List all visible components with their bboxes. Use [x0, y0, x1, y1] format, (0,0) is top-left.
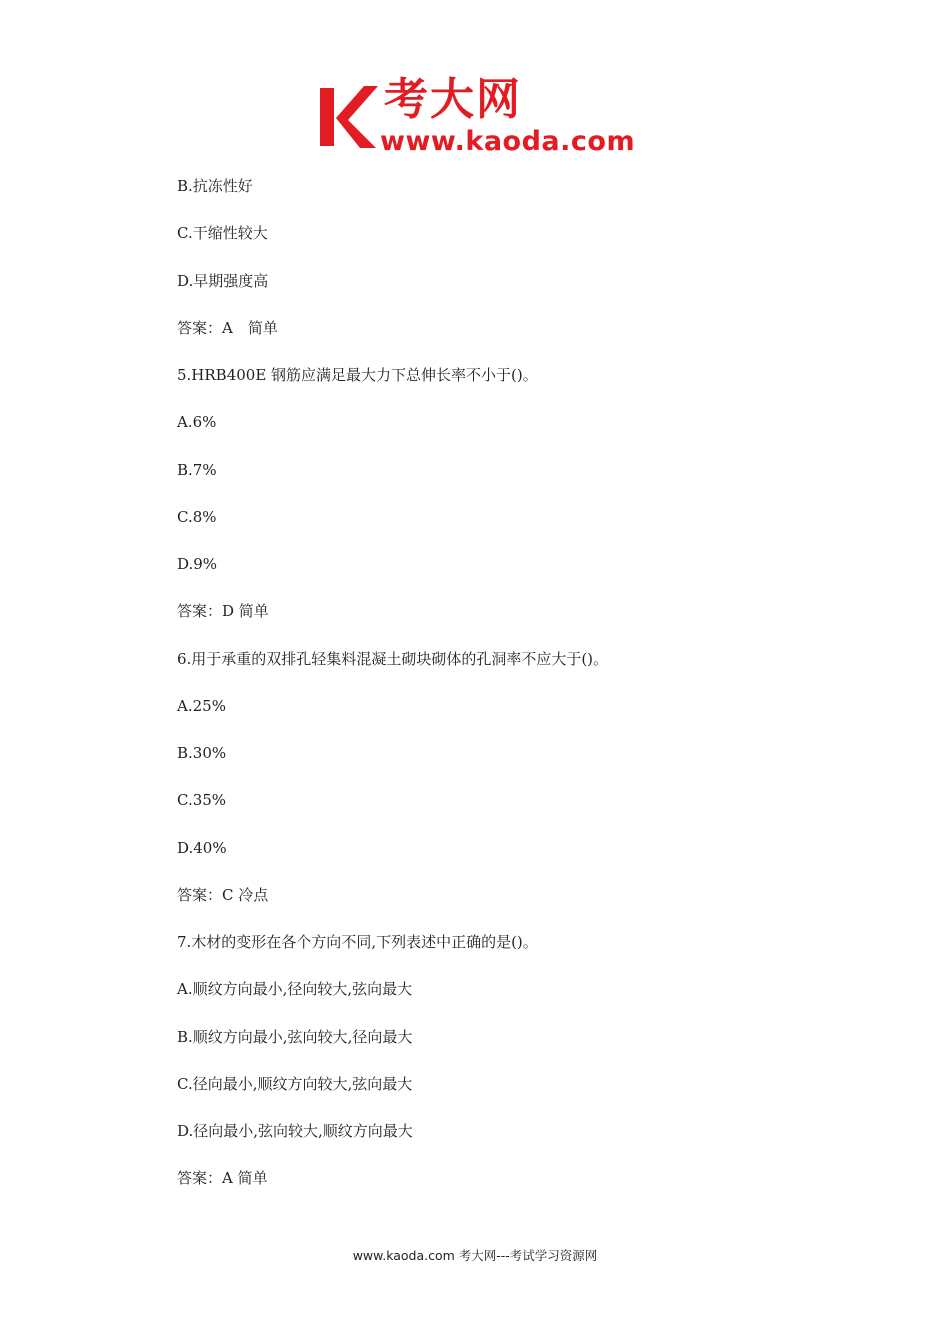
- question-6: 6.用于承重的双排孔轻集料混凝土砌块砌体的孔洞率不应大于()。: [177, 649, 609, 668]
- option-b: B.顺纹方向最小,弦向较大,径向最大: [177, 1027, 413, 1046]
- option-a: A.顺纹方向最小,径向较大,弦向最大: [177, 980, 413, 999]
- answer: 答案：A 简单: [177, 1169, 268, 1188]
- question-7: 7.木材的变形在各个方向不同,下列表述中正确的是()。: [177, 933, 538, 951]
- option-c: C.35%: [177, 791, 227, 810]
- option-d: D.9%: [177, 555, 218, 573]
- option-a: A.6%: [177, 413, 217, 432]
- answer: 答案：A 简单: [177, 318, 278, 337]
- logo-chinese-text: 考大网: [384, 74, 522, 125]
- option-c: C.干缩性较大: [177, 224, 268, 243]
- question-5: 5.HRB400E 钢筋应满足最大力下总伸长率不小于()。: [177, 366, 538, 384]
- option-c: C.径向最小,顺纹方向较大,弦向最大: [177, 1074, 413, 1093]
- answer: 答案：C 冷点: [177, 885, 269, 904]
- option-d: D.早期强度高: [177, 271, 269, 290]
- answer: 答案：D 简单: [177, 602, 269, 621]
- option-b: B.30%: [177, 744, 227, 762]
- kaoda-logo: [318, 74, 640, 160]
- question-content: [177, 174, 837, 1214]
- option-d: D.径向最小,弦向较大,顺纹方向最大: [177, 1122, 413, 1140]
- logo-url-text: www.kaoda.com: [380, 126, 636, 157]
- page-footer: www.kaoda.com 考大网---考试学习资源网: [352, 1248, 598, 1263]
- option-b: B.抗冻性好: [177, 177, 253, 195]
- option-d: D.40%: [177, 838, 227, 857]
- option-b: B.7%: [177, 460, 217, 479]
- logo-k-mark-icon: [318, 84, 380, 150]
- option-c: C.8%: [177, 507, 217, 526]
- option-a: A.25%: [177, 696, 226, 715]
